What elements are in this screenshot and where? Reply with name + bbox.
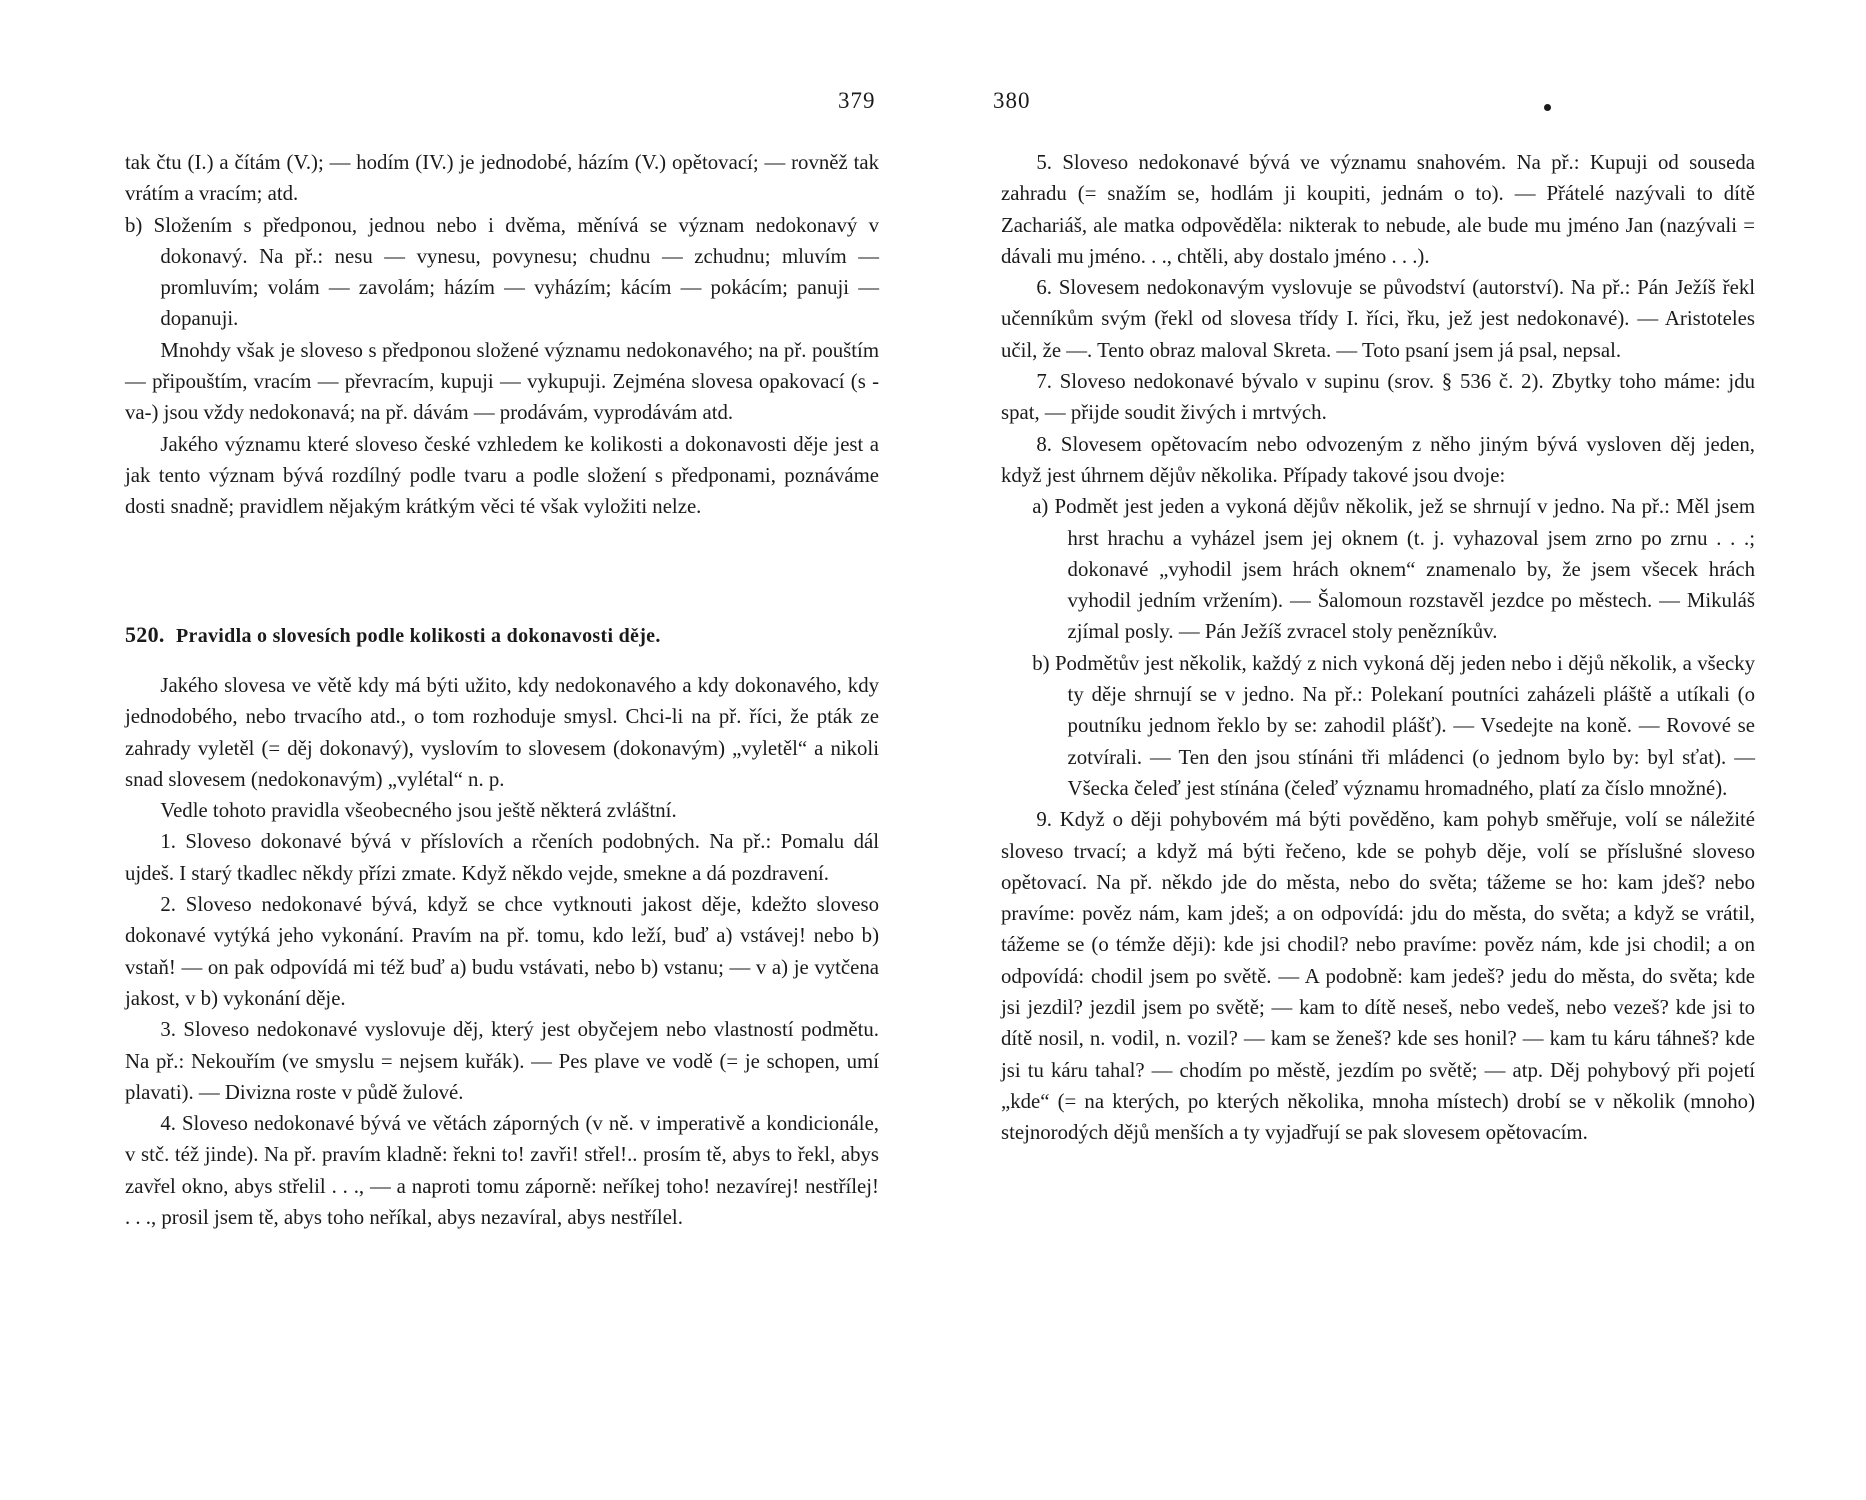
- paragraph: 6. Slovesem nedokonavým vyslovuje se původství (autorství). Na př.: Pán Ježíš řekl učenníkům svým (řekl od slovesa třídy I. říci, řku, jež jest nedokonavé). — Aristoteles učil, že —. Tento obraz maloval Skreta. — Toto psaní jsem já psal, nepsal.: [1001, 276, 1755, 362]
- paragraph: 7. Sloveso nedokonavé bývalo v supinu (srov. § 536 č. 2). Zbytky toho máme: jdu spat, — přijde soudit živých i mrtvých.: [1001, 370, 1755, 425]
- left-top-text: [125, 147, 879, 523]
- paragraph: 9. Když o ději pohybovém má býti pověděno, kam pohyb směřuje, volí se náležité sloveso trvací; a když má býti řečeno, kde se pohyb děje, volí se příslušné sloveso opětovací. Na př. někdo jde do města, nebo do světa; tážeme se ho: kam jdeš? nebo pravíme: pověz nám, kam jdeš; a on odpovídá: jdu do města, do světa; a když se vrátil, tážeme se (o témže ději): kde jsi chodil? nebo pravíme: pověz nám, kde jsi chodil; a on odpovídá: chodil jsem po světě. — A podobně: kam jedeš? jedu do města, do světa; kde jsi jezdil? jezdil jsem po světě; — kam to dítě neseš, nebo vedeš, nebo vezeš? kde jsi to dítě nosil, n. vodil, n. vozil? — kam se ženeš? kde ses honil? — kam tu káru táhneš? kde jsi tu káru tahal? — chodím po městě, jezdím po světě; — atp. Děj pohybový při pojetí „kde“ (= na kterých, po kterých několika, mnoha místech) drobí se v několik (mnoho) stejnorodých dějů menších a ty vyjadřují se pak slovesem opětovacím.: [1001, 808, 1755, 1145]
- section-number: 520.: [125, 622, 165, 647]
- paragraph: 2. Sloveso nedokonavé bývá, když se chce vytknouti jakost děje, kdežto sloveso dokonavé vytýká jeho vykonání. Pravím na př. tomu, kdo leží, buď a) vstávej! nebo b) vstaň! — on pak odpovídá mi též buď a) budu vstávati, nebo b) vstanu; — v a) je vytčena jakost, v b) vykonání děje.: [125, 893, 879, 1010]
- paragraph: 3. Sloveso nedokonavé vyslovuje děj, který jest obyčejem nebo vlastností podmětu. Na př.: Nekouřím (ve smyslu = nejsem kuřák). — Pes plave ve vodě (= je schopen, umí plavati). — Divizna roste v půdě žulové.: [125, 1018, 879, 1104]
- paragraph: Vedle tohoto pravidla všeobecného jsou ještě některá zvláštní.: [160, 799, 677, 823]
- paragraph: 8. Slovesem opětovacím nebo odvozeným z něho jiným bývá vysloven děj jeden, když jest úhrnem dějův několika. Případy takové jsou dvoje:: [1001, 432, 1755, 487]
- dot-mark: [1544, 104, 1551, 111]
- page-number-right: 380: [993, 88, 1031, 113]
- paragraph: Mnohdy však je sloveso s předponou složené významu nedokonavého; na př. pouštím — připouštím, vracím — převracím, kupuji — vykupuji. Zejména slovesa opakovací (s -va-) jsou vždy nedokonavá; na př. dávám — prodávám, vyprodávám atd.: [125, 338, 879, 425]
- paragraph: b) Podmětův jest několik, každý z nich vykoná děj jeden nebo i dějů několik, a všecky ty děje shrnují se v jedno. Na př.: Polekaní poutníci zaházeli pláště a utíkali (o poutníku jednom řeklo by se: zahodil plášť). — Vsedejte na koně. — Rovové se zotvírali. — Ten den jsou stínáni tři mládenci (o jednom bylo by: byl sťat). — Všecka čeleď jest stínána (čeleď významu hromadného, platí za číslo množné).: [1032, 651, 1755, 800]
- paragraph: 5. Sloveso nedokonavé bývá ve významu snahovém. Na př.: Kupuji od souseda zahradu (= snažím se, hodlám ji koupiti, jednám o to). — Přátelé nazývali to dítě Zachariáš, ale matka odpověděla: nikterak to nebude, ale bude mu jméno Jan (nazývali = dávali mu jméno. . ., chtěli, aby dostalo jméno . . .).: [1001, 151, 1755, 268]
- paragraph: Jakého významu které sloveso české vzhledem ke kolikosti a dokonavosti děje jest a jak tento význam bývá rozdílný podle tvaru a podle složení s předponami, poznáváme dosti snadně; pravidlem nějakým krátkým věci té však vyložiti nelze.: [125, 432, 879, 519]
- paragraph: tak čtu (I.) a čítám (V.); — hodím (IV.) je jednodobé, házím (V.) opětovací; — rovněž tak vrátím a vracím; atd.: [125, 151, 879, 206]
- paragraph: Jakého slovesa ve větě kdy má býti užito, kdy nedokonavého a kdy dokonavého, kdy jednodobého, nebo trvacího atd., o tom rozhoduje smysl. Chci-li na př. říci, že pták ze zahrady vyletěl (= děj dokonavý), vyslovím to slovesem (dokonavým) „vyletěl“ a nikoli snad slovesem (nedokonavým) „vylétal“ n. p.: [125, 674, 879, 791]
- paragraph: 1. Sloveso dokonavé bývá v příslovích a rčeních podobných. Na př.: Pomalu dál ujdeš. I starý tkadlec někdy přízi zmate. Když někdo vejde, smekne a dá pozdravení.: [125, 830, 879, 885]
- right-page: [933, 0, 1866, 1500]
- section-title: Pravidla o slovesích podle kolikosti a dokonavosti děje.: [176, 625, 661, 647]
- paragraph: a) Podmět jest jeden a vykoná dějův několik, jež se shrnují v jedno. Na př.: Měl jsem hrst hrachu a vyházel jsem jej oknem (t. j. vyhazoval jsem zrno po zrnu . . .; dokonavé „vyhodil jsem hrách oknem“ znamenalo by, že jsem všecek hrách vyhodil jedním vržením). — Šalomoun rozstavěl jezdce po městech. — Mikuláš zjímal posly. — Pán Ježíš zvracel stoly penězníkův.: [1032, 495, 1755, 644]
- paragraph: b) Složením s předponou, jednou nebo i dvěma, měnívá se význam nedokonavý v dokonavý. Na př.: nesu — vynesu, povynesu; chudnu — zchudnu; mluvím — promluvím; volám — zavolám; házím — vyházím; kácím — pokácím; panuji — dopanuji.: [125, 213, 879, 331]
- left-bottom-text: [125, 670, 879, 1233]
- page-number-left: 379: [838, 88, 876, 113]
- paragraph: 4. Sloveso nedokonavé bývá ve větách záporných (v ně. v imperativě a kondicionále, v stč. též jinde). Na př. pravím kladně: řekni to! zavři! střel!.. prosím tě, abys to řekl, abys zavřel okno, abys střelil . . ., — a naproti tomu záporně: neříkej toho! nezavírej! nestřílej! . . ., prosil jsem tě, abys toho neříkal, abys nezavíral, abys nestřílel.: [125, 1112, 879, 1230]
- right-main-text: [1001, 147, 1755, 1149]
- section-heading: [125, 622, 879, 648]
